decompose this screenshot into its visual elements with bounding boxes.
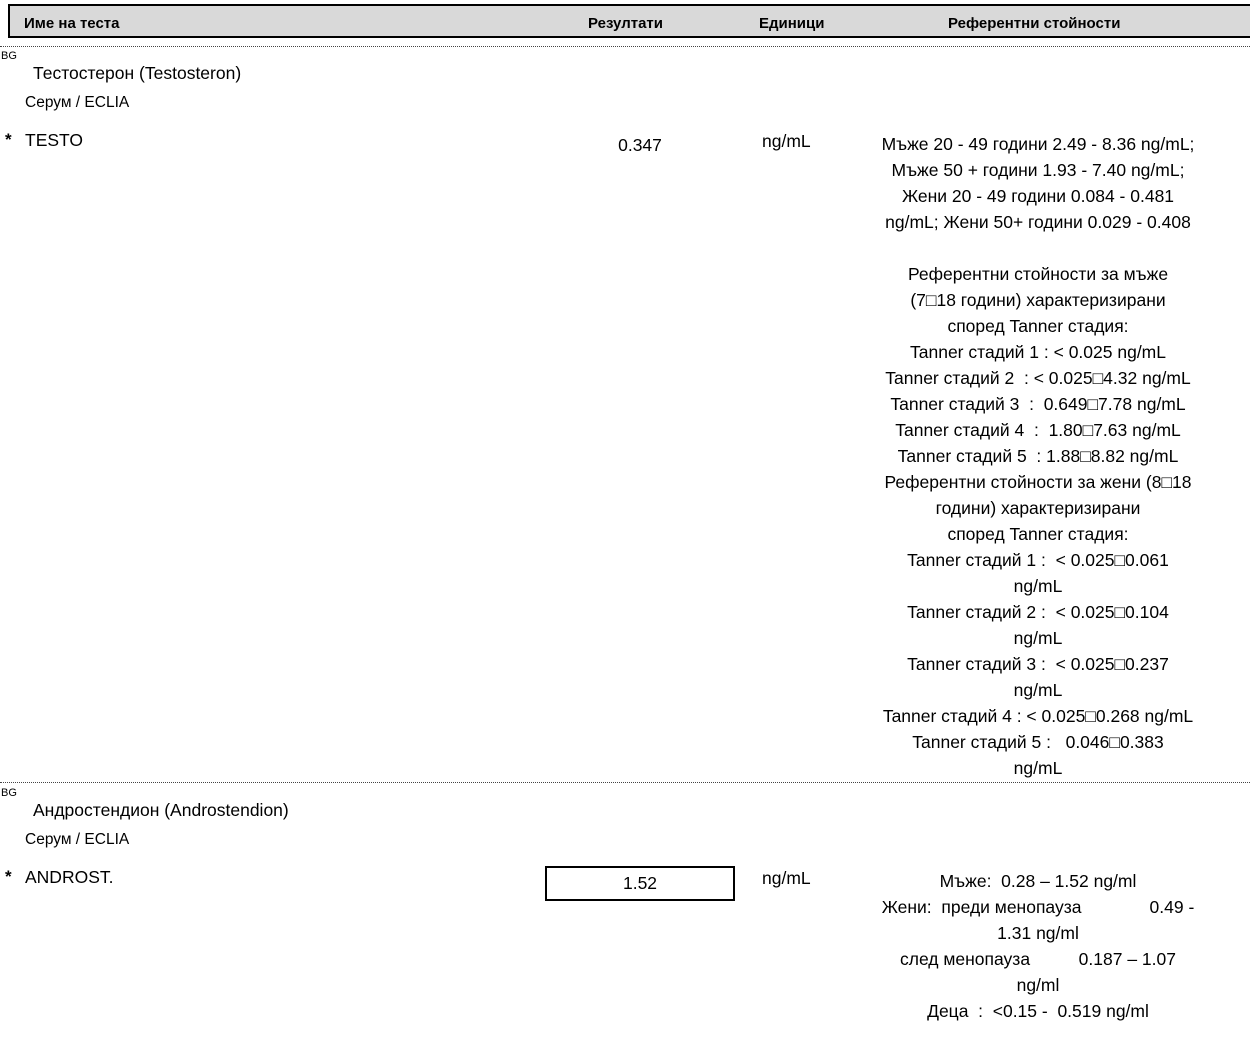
test-method: Серум / ECLIA — [25, 831, 130, 848]
test-title: Андростендион (Androstendion) — [33, 800, 289, 820]
table-header — [8, 4, 1250, 38]
test-code: ANDROST. — [25, 867, 114, 887]
test-method: Серум / ECLIA — [25, 94, 130, 111]
abnormal-marker: * — [5, 130, 12, 149]
header-results: Резултати — [588, 15, 663, 32]
abnormal-marker: * — [5, 867, 12, 886]
header-units: Единици — [759, 15, 825, 32]
header-test-name: Име на теста — [24, 15, 120, 32]
header-reference: Референтни стойности — [948, 15, 1121, 32]
test-result: 0.347 — [618, 135, 662, 155]
lab-code: BG — [1, 787, 17, 799]
test-result-highlighted: 1.52 — [545, 866, 735, 901]
reference-values: Мъже: 0.28 – 1.52 ng/ml Жени: преди менопауза 0.49 - 1.31 ng/ml след менопауза 0.187 – 1.07 ng/ml Деца : <0.15 - 0.519 ng/ml — [881, 871, 1195, 1021]
test-unit: ng/mL — [762, 868, 811, 888]
test-unit: ng/mL — [762, 131, 811, 151]
lab-code: BG — [1, 50, 17, 62]
row-separator — [0, 782, 1250, 783]
test-title: Тестостерон (Testosteron) — [33, 63, 242, 83]
reference-values: Мъже 20 - 49 години 2.49 - 8.36 ng/mL; Мъже 50 + години 1.93 - 7.40 ng/mL; Жени 20 - 49 години 0.084 - 0.481 ng/mL; Жени 50+ години 0.029 - 0.408 Референтни стойности за мъже (7□18 години) характеризирани според Tanner стадия: Tanner стадий 1 : < 0.025 ng/mL Tanner стадий 2 : < 0.025□4.32 ng/mL Tanner стадий 3 : 0.649□7.78 ng/mL Tanner стадий 4 : 1.80□7.63 ng/mL Tanner стадий 5 : 1.88□8.82 ng/mL Референтни стойности за жени (8□18 години) характеризирани според Tanner стадия: Tanner стадий 1 : < 0.025□0.061 ng/mL Tanner стадий 2 : < 0.025□0.104 ng/mL Tanner стадий 3 : < 0.025□0.237 ng/mL Tanner стадий 4 : < 0.025□0.268 ng/mL Tanner стадий 5 : 0.046□0.383 ng/mL — [881, 134, 1195, 778]
row-separator — [0, 46, 1250, 47]
test-code: TESTO — [25, 130, 84, 150]
